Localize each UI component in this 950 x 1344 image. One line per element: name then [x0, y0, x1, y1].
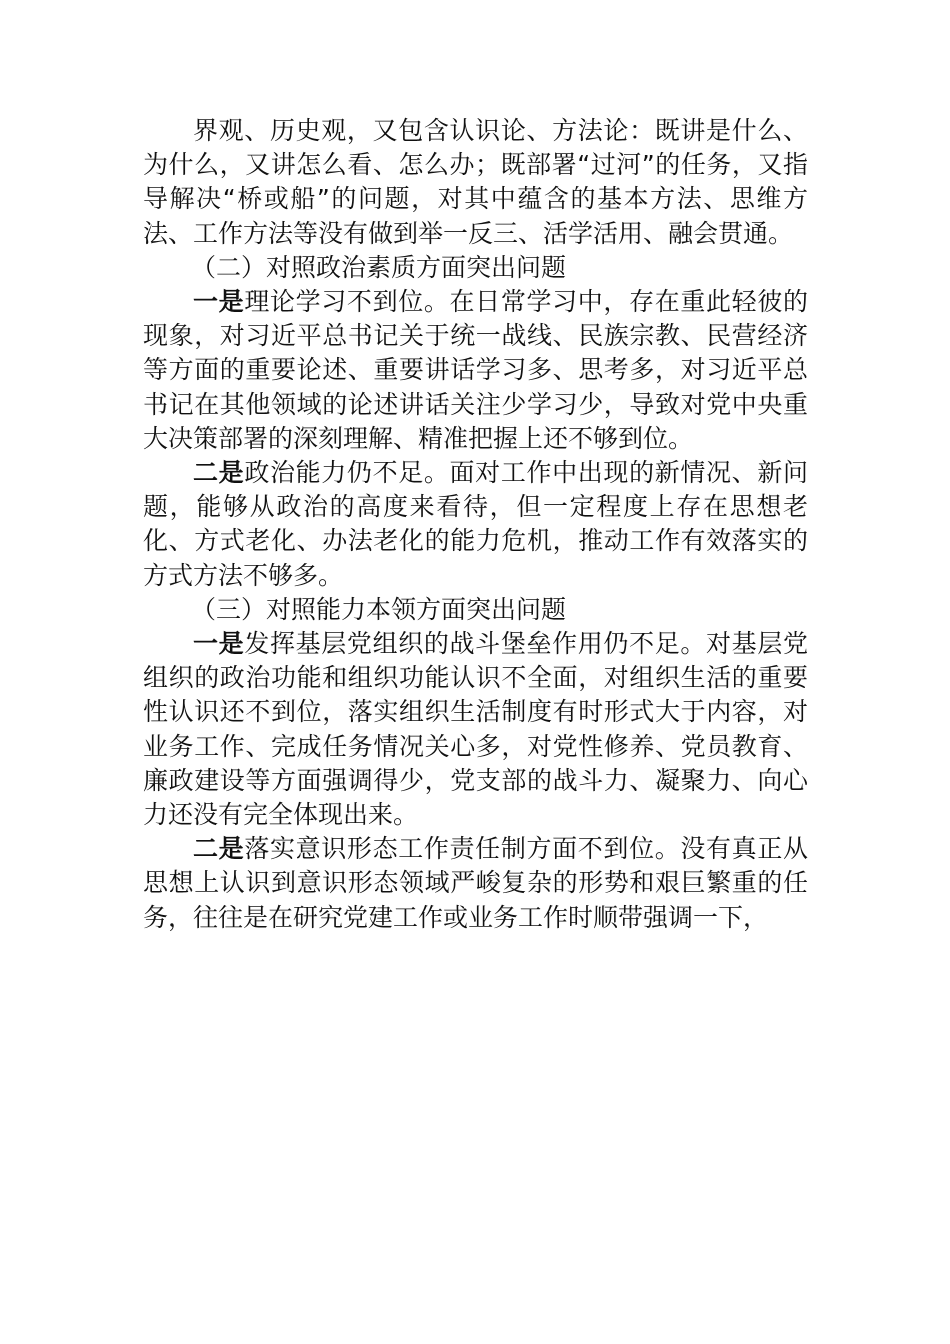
paragraph-lead: 二是: [193, 834, 245, 864]
paragraph-text: 发挥基层党组织的战斗堡垒作用仍不足。对基层党组织的政治功能和组织功能认识不全面，对组织生活的重要性认识还不到位，落实组织生活制度有时形式大于内容，对业务工作、完成任务情况关心多，对党性修养、党员教育、廉政建设等方面强调得少，党支部的战斗力、凝聚力、向心力还没有完全体现出来。: [143, 629, 808, 830]
paragraph-theory-study: [143, 285, 808, 456]
paragraph-lead: 二是: [193, 458, 245, 488]
paragraph-lead: 一是: [193, 287, 245, 317]
paragraph-political-ability: [143, 456, 808, 593]
section-heading-political-quality: [143, 251, 808, 285]
paragraph-text: 界观、历史观，又包含认识论、方法论：既讲是什么、为什么，又讲怎么看、怎么办；既部署“过河”的任务，又指导解决“桥或船”的问题，对其中蕴含的基本方法、思维方法、工作方法等没有做到举一反三、活学活用、融会贯通。: [143, 116, 808, 248]
paragraph-continuation: [143, 114, 808, 251]
paragraph-text: 理论学习不到位。在日常学习中，存在重此轻彼的现象，对习近平总书记关于统一战线、民族宗教、民营经济等方面的重要论述、重要讲话学习多、思考多，对习近平总书记在其他领域的论述讲话关注少学习少，导致对党中央重大决策部署的深刻理解、精准把握上还不够到位。: [143, 287, 808, 453]
paragraph-grassroots-party: [143, 627, 808, 832]
paragraph-ideology-responsibility: [143, 832, 808, 935]
document-body: [143, 114, 808, 935]
paragraph-text: 政治能力仍不足。面对工作中出现的新情况、新问题，能够从政治的高度来看待，但一定程度上存在思想老化、方式老化、办法老化的能力危机，推动工作有效落实的方式方法不够多。: [143, 458, 808, 590]
heading-text: （二）对照政治素质方面突出问题: [191, 252, 567, 282]
section-heading-ability: [143, 593, 808, 627]
paragraph-lead: 一是: [193, 629, 245, 659]
paragraph-text: 落实意识形态工作责任制方面不到位。没有真正从思想上认识到意识形态领域严峻复杂的形势和艰巨繁重的任务，往往是在研究党建工作或业务工作时顺带强调一下，: [143, 834, 808, 932]
heading-text: （三）对照能力本领方面突出问题: [191, 594, 567, 624]
